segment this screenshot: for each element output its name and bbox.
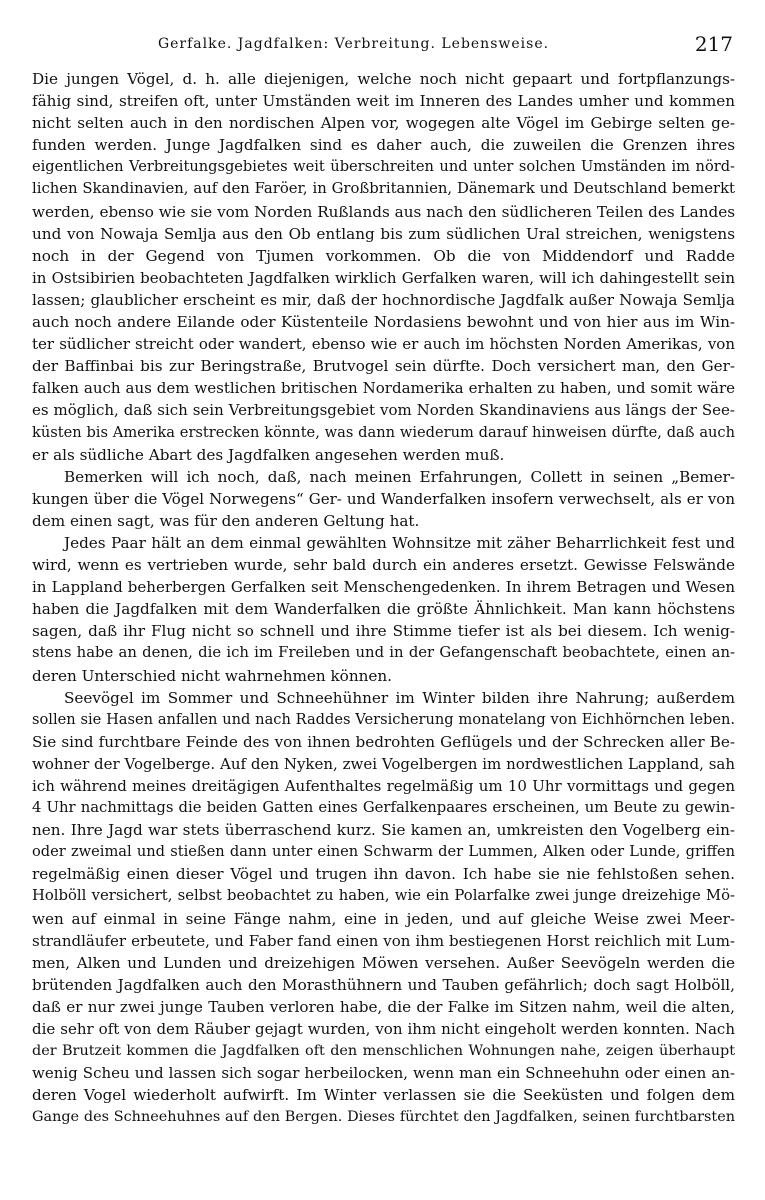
text-line: Die jungen Vögel, d. h. alle diejenigen, welche noch nicht gepaart und fortpflanzungs-: [32, 70, 735, 88]
paragraph: [32, 68, 735, 466]
text-line: eigentlichen Verbreitungsgebietes weit überschreiten und unter solchen Umständen im nörd-: [32, 158, 735, 176]
text-line: es möglich, daß sich sein Verbreitungsgebiet vom Norden Skandinaviens aus längs der See-: [32, 401, 735, 420]
text-line: men, Alken und Lunden und dreizehigen Möwen versehen. Außer Seevögeln werden die: [32, 953, 735, 972]
text-line: haben die Jagdfalken mit dem Wanderfalken die größte Ähnlichkeit. Man kann höchstens: [32, 600, 735, 619]
running-title: Gerfalke. Jagdfalken: Verbreitung. Lebensweise.: [157, 36, 550, 52]
text-line: Gange des Schneehuhnes auf den Bergen. Dieses fürchtet den Jagdfalken, seinen furchtbarsten: [32, 1109, 735, 1126]
text-line: wenig Scheu und lassen sich sogar herbeilocken, wenn man ein Schneehuhn oder einen an-: [32, 1064, 735, 1083]
paragraph: [32, 687, 735, 1129]
running-head: [32, 30, 735, 64]
body-text: [32, 68, 735, 1129]
text-line: oder zweimal und stießen dann unter einen Schwarm der Lummen, Alken oder Lunde, griffen: [32, 843, 735, 861]
text-line: lichen Skandinavien, auf den Faröer, in Großbritannien, Dänemark und Deutschland bemerkt: [32, 180, 735, 198]
text-line: deren Vogel wiederholt aufwirft. Im Winter verlassen sie die Seeküsten und folgen dem: [32, 1086, 735, 1105]
text-line: lassen; glaublicher erscheint es mir, daß der hochnordische Jagdfalk außer Nowaja Semlja: [32, 290, 735, 309]
text-line: sollen sie Hasen anfallen und nach Raddes Versicherung monatelang von Eichhörnchen leben.: [32, 710, 735, 728]
text-line: daß er nur zwei junge Tauben verloren habe, die der Falke im Sitzen nahm, weil die alten,: [32, 997, 735, 1016]
text-line: die sehr oft von dem Räuber gejagt wurden, von ihm nicht eingeholt werden konnten. Nach: [32, 1020, 735, 1039]
text-line: funden werden. Junge Jagdfalken sind es daher auch, die zuweilen die Grenzen ihres: [32, 136, 735, 155]
text-line: wen auf einmal in seine Fänge nahm, eine in jeden, und auf gleiche Weise zwei Meer-: [32, 909, 735, 928]
text-line: Holböll versichert, selbst beobachtet zu haben, wie ein Polarfalke zwei junge dreizehige Mö-: [32, 887, 735, 905]
text-line: Bemerken will ich noch, daß, nach meinen Erfahrungen, Collett in seinen „Bemer-: [64, 467, 735, 486]
text-line: wohner der Vogelberge. Auf den Nyken, zwei Vogelbergen im nordwestlichen Lappland, sah: [32, 754, 735, 773]
text-line: noch in der Gegend von Tjumen vorkommen. Ob die von Middendorf und Radde: [32, 246, 735, 265]
text-line: deren Unterschied nicht wahrnehmen können.: [32, 666, 392, 685]
paragraph: [32, 532, 735, 687]
text-line: kungen über die Vögel Norwegens“ Ger- und Wanderfalken insofern verwechselt, als er von: [32, 489, 735, 508]
text-line: dem einen sagt, was für den anderen Geltung hat.: [32, 511, 420, 530]
text-line: stens habe an denen, die ich im Freileben und in der Gefangenschaft beobachtete, einen an-: [32, 644, 735, 662]
text-line: Jedes Paar hält an dem einmal gewählten Wohnsitze mit zäher Beharrlichkeit fest und: [64, 533, 735, 552]
text-line: der Brutzeit kommen die Jagdfalken oft den menschlichen Wohnungen nahe, zeigen überhaupt: [32, 1043, 735, 1060]
text-line: brütenden Jagdfalken auch den Morasthühnern und Tauben gefährlich; doch sagt Holböll,: [32, 975, 735, 994]
text-line: Seevögel im Sommer und Schneehühner im Winter bilden ihre Nahrung; außerdem: [64, 688, 735, 707]
text-line: strandläufer erbeutete, und Faber fand einen von ihm bestiegenen Horst reichlich mit Lum-: [32, 931, 735, 950]
text-line: sagen, daß ihr Flug nicht so schnell und ihre Stimme tiefer ist als bei diesem. Ich wenig-: [32, 622, 735, 641]
text-line: und von Nowaja Semlja aus den Ob entlang bis zum südlichen Ural streichen, wenigstens: [32, 224, 735, 243]
text-line: er als südliche Abart des Jagdfalken angesehen werden muß.: [32, 445, 505, 464]
text-line: nen. Ihre Jagd war stets überraschend kurz. Sie kamen an, umkreisten den Vogelberg ein-: [32, 821, 735, 840]
text-line: nicht selten auch in den nordischen Alpen vor, wogegen alte Vögel im Gebirge selten ge-: [32, 114, 735, 133]
paragraph: [32, 466, 735, 532]
text-line: küsten bis Amerika erstrecken könnte, was dann wiederum darauf hinweisen dürfte, daß auch: [32, 423, 735, 441]
text-line: auch noch andere Eilande oder Küstenteile Nordasiens bewohnt und von hier aus im Win-: [32, 313, 735, 332]
text-line: in Ostsibirien beobachteten Jagdfalken wirklich Gerfalken waren, will ich dahingestellt sein: [32, 268, 735, 287]
text-line: 4 Uhr nachmittags die beiden Gatten eines Gerfalkenpaares erscheinen, um Beute zu gewin-: [32, 799, 735, 817]
text-line: regelmäßig einen dieser Vögel und trugen ihn davon. Ich habe sie nie fehlstoßen sehen.: [32, 865, 735, 884]
text-line: fähig sind, streifen oft, unter Umständen weit im Inneren des Landes umher und kommen: [32, 92, 735, 111]
text-line: ter südlicher streicht oder wandert, ebenso wie er auch im höchsten Norden Amerikas, von: [32, 335, 735, 354]
page-number: 217: [694, 32, 733, 56]
text-line: ich während meines dreitägigen Aufenthaltes regelmäßig um 10 Uhr vormittags und gegen: [32, 777, 735, 795]
text-line: falken auch aus dem westlichen britischen Nordamerika erhalten zu haben, und somit wäre: [32, 379, 735, 398]
text-line: werden, ebenso wie sie vom Norden Rußlands aus nach den südlicheren Teilen des Landes: [32, 202, 735, 221]
text-line: in Lappland beherbergen Gerfalken seit Menschengedenken. In ihrem Betragen und Wesen: [32, 578, 735, 597]
text-line: wird, wenn es vertrieben wurde, sehr bald durch ein anderes ersetzt. Gewisse Felswände: [32, 556, 735, 575]
text-line: Sie sind furchtbare Feinde des von ihnen bedrohten Geflügels und der Schrecken aller Be-: [32, 732, 735, 751]
text-line: der Baffinbai bis zur Beringstraße, Brutvogel sein dürfte. Doch versichert man, den Ger-: [32, 357, 735, 376]
